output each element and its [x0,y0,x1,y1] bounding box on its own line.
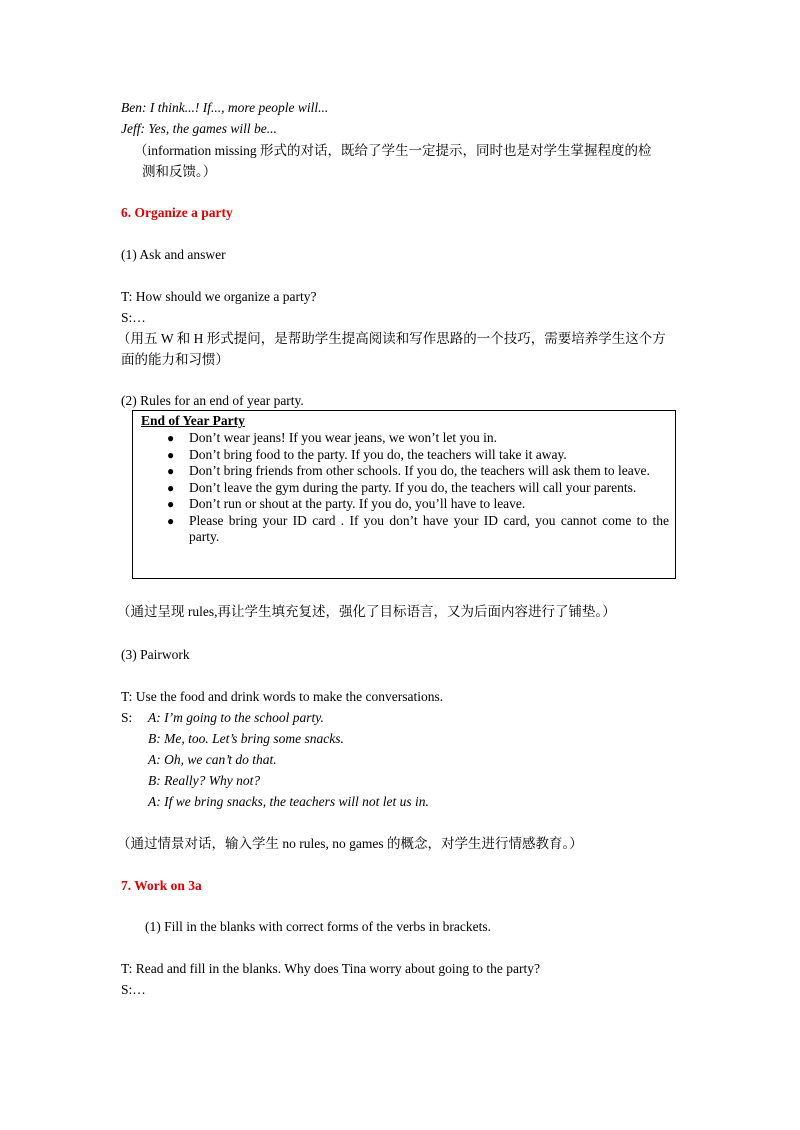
subheading-pairwork: (3) Pairwork [121,647,190,662]
section-6-heading: 6. Organize a party [121,205,233,220]
student-label: S: [121,710,133,725]
dialogue-line: A: Oh, we can’t do that. [148,752,277,767]
rule-item [133,463,675,480]
rule-text: Don’t bring food to the party. If you do, the teachers will take it away. [189,446,567,462]
rules-title: End of Year Party [141,413,245,428]
dialogue-line: A: I’m going to the school party. [148,710,324,725]
teacher-instruction: T: Use the food and drink words to make the conversations. [121,689,444,704]
dialogue-ben: Ben: I think...! If..., more people will... [121,100,329,115]
note-rules: （通过呈现 rules,再让学生填充复述，强化了目标语言，又为后面内容进行了铺垫。） [117,604,616,619]
rule-item [133,480,675,497]
bullet-icon: ● [167,464,175,478]
student-answer: S:… [121,310,146,325]
rules-list [133,430,675,546]
dialogue-line: A: If we bring snacks, the teachers will not let us in. [148,794,429,809]
rule-text: Please bring your ID card . If you don’t have your ID card, you cannot come to the party. [189,512,669,544]
teacher-read-instruction: T: Read and fill in the blanks. Why does Tina worry about going to the party? [121,961,541,976]
dialogue-jeff: Jeff: Yes, the games will be... [121,121,277,136]
rules-box [132,410,676,579]
rule-item [133,513,675,546]
rule-text: Don’t run or shout at the party. If you do, you’ll have to leave. [189,496,526,511]
dialogue-line: B: Me, too. Let’s bring some snacks. [148,731,344,746]
bullet-icon: ● [167,513,175,528]
bullet-icon: ● [167,497,175,511]
rule-item [133,430,675,447]
note-five-w: （用五 W 和 H 形式提问，是帮助学生提高阅读和写作思路的一个技巧，需要培养学生这个方 [117,331,666,346]
rule-text: Don’t bring friends from other schools. If you do, the teachers will ask them to leave. [189,463,650,478]
bullet-icon: ● [167,447,175,462]
subheading-rules: (2) Rules for an end of year party. [121,393,304,408]
subheading-fill-blanks: (1) Fill in the blanks with correct forms of the verbs in brackets. [145,919,492,934]
subheading-ask-answer: (1) Ask and answer [121,247,226,262]
bullet-icon: ● [167,480,175,495]
rule-text: Don’t wear jeans! If you wear jeans, we won’t let you in. [189,430,498,445]
student-answer-2: S:… [121,982,146,997]
section-7-heading: 7. Work on 3a [121,878,202,893]
note-five-w-cont: 面的能力和习惯） [121,352,229,367]
rule-item [133,496,675,513]
dialogue-line: B: Really? Why not? [148,773,261,788]
bullet-icon: ● [167,431,175,445]
note-information-missing-cont: 测和反馈。） [142,164,217,179]
rule-item [133,447,675,464]
teacher-question: T: How should we organize a party? [121,289,317,304]
rule-text: Don’t leave the gym during the party. If you do, the teachers will call your parents. [189,479,637,495]
note-information-missing: （information missing 形式的对话，既给了学生一定提示，同时也是对学生掌握程度的检 [134,143,652,158]
note-no-rules: （通过情景对话，输入学生 no rules, no games 的概念，对学生进行情感教育。） [117,836,583,851]
